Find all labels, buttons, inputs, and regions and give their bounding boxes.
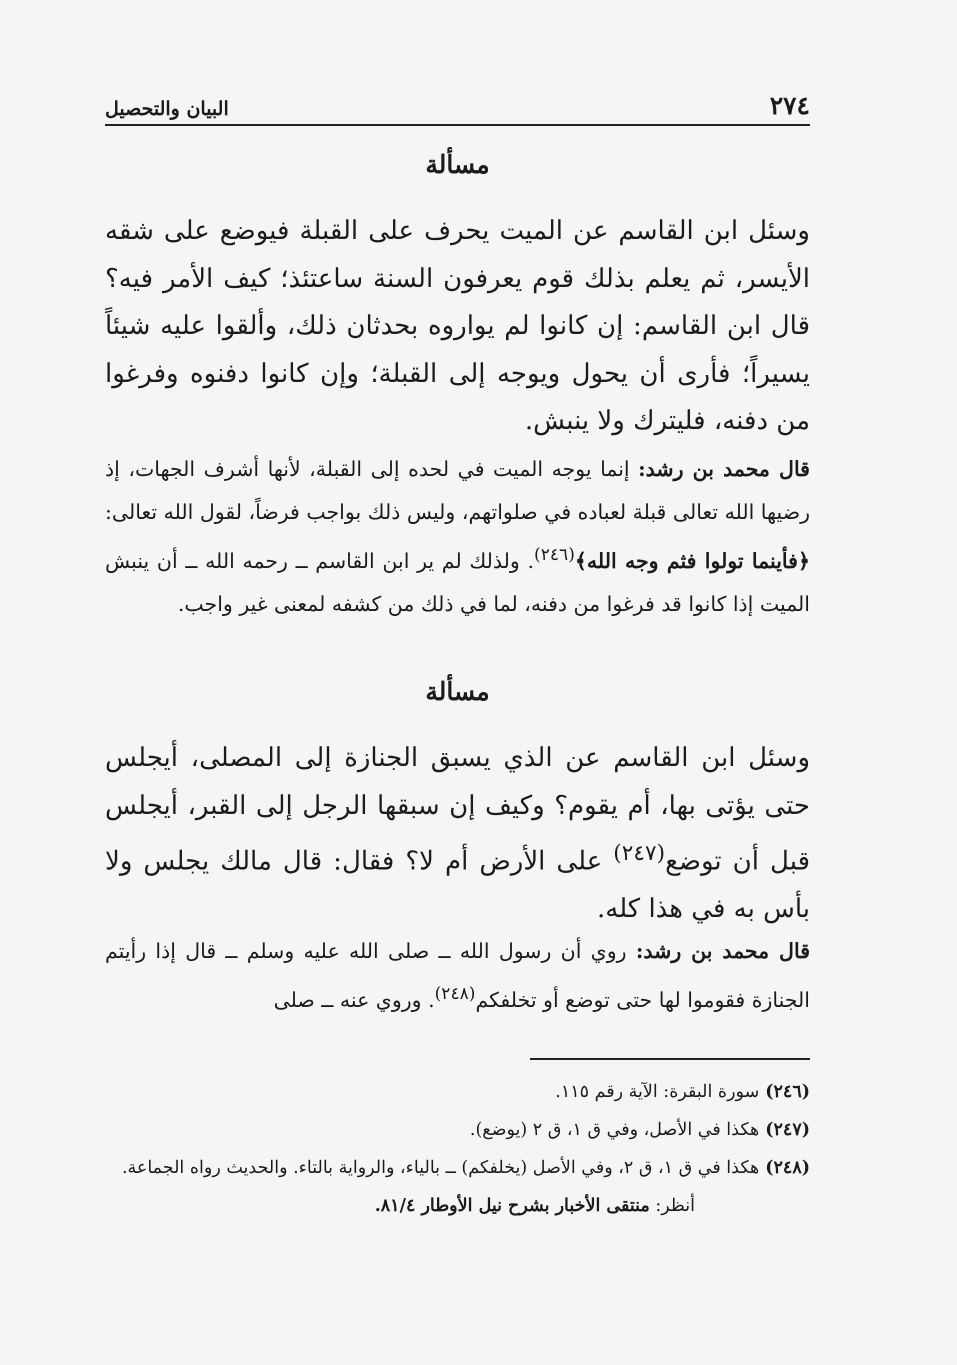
see-label: أنظر:	[655, 1196, 695, 1216]
running-title: البيان والتحصيل	[105, 98, 229, 120]
quran-verse: ﴿فأينما تولوا فثم وجه الله﴾	[574, 548, 810, 573]
footnote-248	[105, 1149, 810, 1187]
footnote-ref-246: (٢٤٦)	[534, 545, 575, 565]
footnote-ref-247: (٢٤٧)	[613, 841, 666, 866]
footnote-number: (٢٤٦)	[765, 1082, 810, 1102]
see-reference: منتقى الأخبار بشرح نيل الأوطار ٨١/٤.	[374, 1196, 650, 1216]
commentary-lead: قال محمد بن رشد:	[638, 457, 810, 481]
commentary-text: إنما يوجه الميت في لحده إلى القبلة، لأنها أشرف الجهات، إذ رضيها الله تعالى قبلة لعباده في صلواتهم، وليس ذلك بواجب فرضاً، لقول الله تعالى:	[105, 457, 810, 524]
commentary-paragraph-2	[105, 930, 810, 1022]
question-paragraph-1: وسئل ابن القاسم عن الميت يحرف على القبلة فيوضع على شقه الأيسر، ثم يعلم بذلك قوم يعرفون السنة ساعتئذ؛ كيف الأمر فيه؟ قال ابن القاسم: إن كانوا لم يواروه بحدثان ذلك، وألقوا عليه شيئاً يسيراً؛ فأرى أن يحول ويوجه إلى القبلة؛ وإن كانوا دفنوه وفرغوا من دفنه، فليترك ولا ينبش.	[105, 216, 810, 436]
commentary-text: . ولذلك لم ير ابن القاسم ــ رحمه الله ــ أن ينبش الميت إذا كانوا قد فرغوا من دفنه، لما في ذلك من كشفه لمعنى غير واجب.	[105, 548, 810, 616]
footnote-text: هكذا في ق ١، ق ٢، وفي الأصل (يخلفكم) ــ بالياء، والرواية بالتاء. والحديث رواه الجماعة.	[121, 1158, 760, 1178]
section-title-2: مسألة	[425, 677, 490, 706]
footnote-see-also	[105, 1187, 810, 1225]
section-title-1: مسألة	[425, 150, 490, 179]
footnote-text: هكذا في الأصل، وفي ق ١، ق ٢ (يوضع).	[469, 1120, 760, 1140]
commentary-lead: قال محمد بن رشد:	[635, 939, 810, 963]
page-number: ٢٧٤	[769, 91, 810, 120]
commentary-text: . وروي عنه ــ صلى	[273, 987, 435, 1012]
commentary-paragraph-1	[105, 448, 810, 626]
footnote-text: سورة البقرة: الآية رقم ١١٥.	[555, 1082, 760, 1102]
question-text: وسئل ابن القاسم عن الذي يسبق الجنازة إلى المصلى، أيجلس حتى يؤتى بها، أم يقوم؟ وكيف إن سبقها الرجل إلى القبر، أيجلس قبل أن توضع	[105, 743, 810, 877]
commentary-text: روي أن رسول الله ــ صلى الله عليه وسلم ــ قال إذا رأيتم الجنازة فقوموا لها حتى توضع أو تخلفكم	[105, 939, 810, 1012]
footnote-divider	[530, 1058, 810, 1060]
footnote-number: (٢٤٨)	[765, 1158, 810, 1178]
footnote-number: (٢٤٧)	[765, 1120, 810, 1140]
footnotes	[105, 1073, 810, 1225]
question-text: على الأرض أم لا؟ فقال: قال مالك يجلس ولا بأس به في هذا كله.	[105, 846, 810, 925]
footnote-246	[105, 1073, 810, 1111]
question-paragraph-2	[105, 735, 810, 934]
footnote-ref-248: (٢٤٨)	[434, 984, 476, 1004]
footnote-247	[105, 1111, 810, 1149]
page-header	[105, 80, 810, 126]
book-page	[105, 80, 810, 1320]
